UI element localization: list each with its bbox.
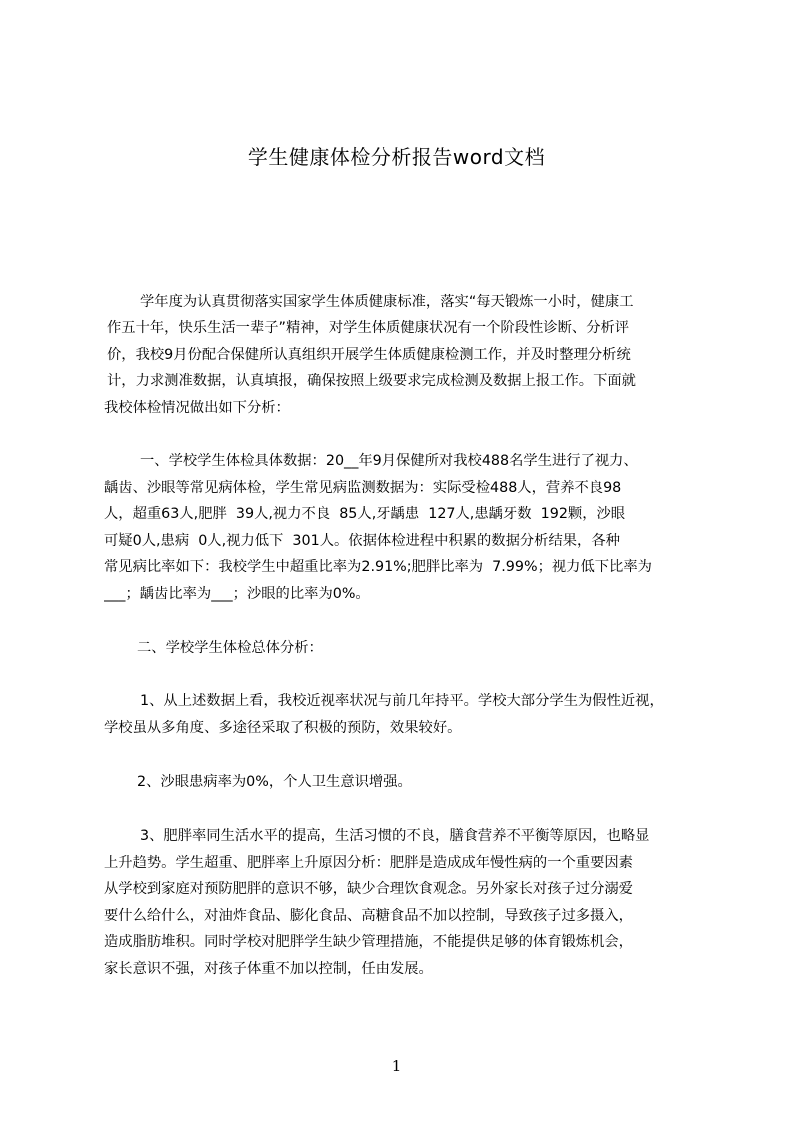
item2-line: 2、沙眼患病率为0%，个人卫生意识增强。 bbox=[137, 774, 412, 790]
section2-heading: 二、学校学生体检总体分析： bbox=[137, 640, 323, 656]
item1-line: 1、从上述数据上看，我校近视率状况与前几年持平。学校大部分学生为假性近视， bbox=[140, 693, 664, 709]
item1-line: 学校虽从多角度、多途径采取了积极的预防，效果较好。 bbox=[104, 720, 462, 736]
item3-line: 要什么给什么，对油炸食品、膨化食品、高糖食品不加以控制，导致孩子过多摄入， bbox=[104, 908, 633, 924]
section1-line: 一、学校学生体检具体数据：20__年9月保健所对我校488名学生进行了视力、 bbox=[140, 453, 638, 469]
intro-line: 我校体检情况做出如下分析： bbox=[104, 400, 290, 416]
item3-line: 家长意识不强，对孩子体重不加以控制，任由发展。 bbox=[104, 961, 433, 977]
item3-line: 上升趋势。学生超重、肥胖率上升原因分析：肥胖是造成成年慢性病的一个重要因素 bbox=[104, 855, 633, 871]
item3-line: 造成脂肪堆积。同时学校对肥胖学生缺少管理措施，不能提供足够的体育锻炼机会， bbox=[104, 934, 633, 950]
section1-line: ___；龋齿比率为___；沙眼的比率为0%。 bbox=[104, 586, 370, 602]
document-title: 学生健康体检分析报告word文档 bbox=[247, 145, 546, 169]
intro-line: 作五十年，快乐生活一辈子”精神，对学生体质健康状况有一个阶段性诊断、分析评 bbox=[107, 320, 630, 336]
intro-line: 计，力求测准数据，认真填报，确保按照上级要求完成检测及数据上报工作。下面就 bbox=[107, 373, 636, 389]
item3-line: 3、肥胖率同生活水平的提高，生活习惯的不良，膳食营养不平衡等原因，也略显 bbox=[140, 828, 650, 844]
section1-line: 人，超重63人,肥胖 39人,视力不良 85人,牙龋患 127人,患龋牙数 192颗，沙眼 bbox=[104, 506, 626, 522]
intro-line: 学年度为认真贯彻落实国家学生体质健康标准，落实“每天锻炼一小时，健康工 bbox=[140, 294, 634, 310]
page-number: 1 bbox=[391, 1057, 402, 1075]
section1-line: 龋齿、沙眼等常见病体检，学生常见病监测数据为：实际受检488人，营养不良98 bbox=[104, 480, 622, 496]
item3-line: 从学校到家庭对预防肥胖的意识不够，缺少合理饮食观念。另外家长对孩子过分溺爱 bbox=[104, 881, 633, 897]
section1-line: 常见病比率如下：我校学生中超重比率为2.91%;肥胖比率为 7.99%；视力低下比率为 bbox=[104, 559, 652, 575]
section1-line: 可疑0人,患病 0人,视力低下 301人。依据体检进程中积累的数据分析结果，各种 bbox=[104, 533, 620, 549]
intro-line: 价，我校9月份配合保健所认真组织开展学生体质健康检测工作，并及时整理分析统 bbox=[107, 347, 631, 363]
